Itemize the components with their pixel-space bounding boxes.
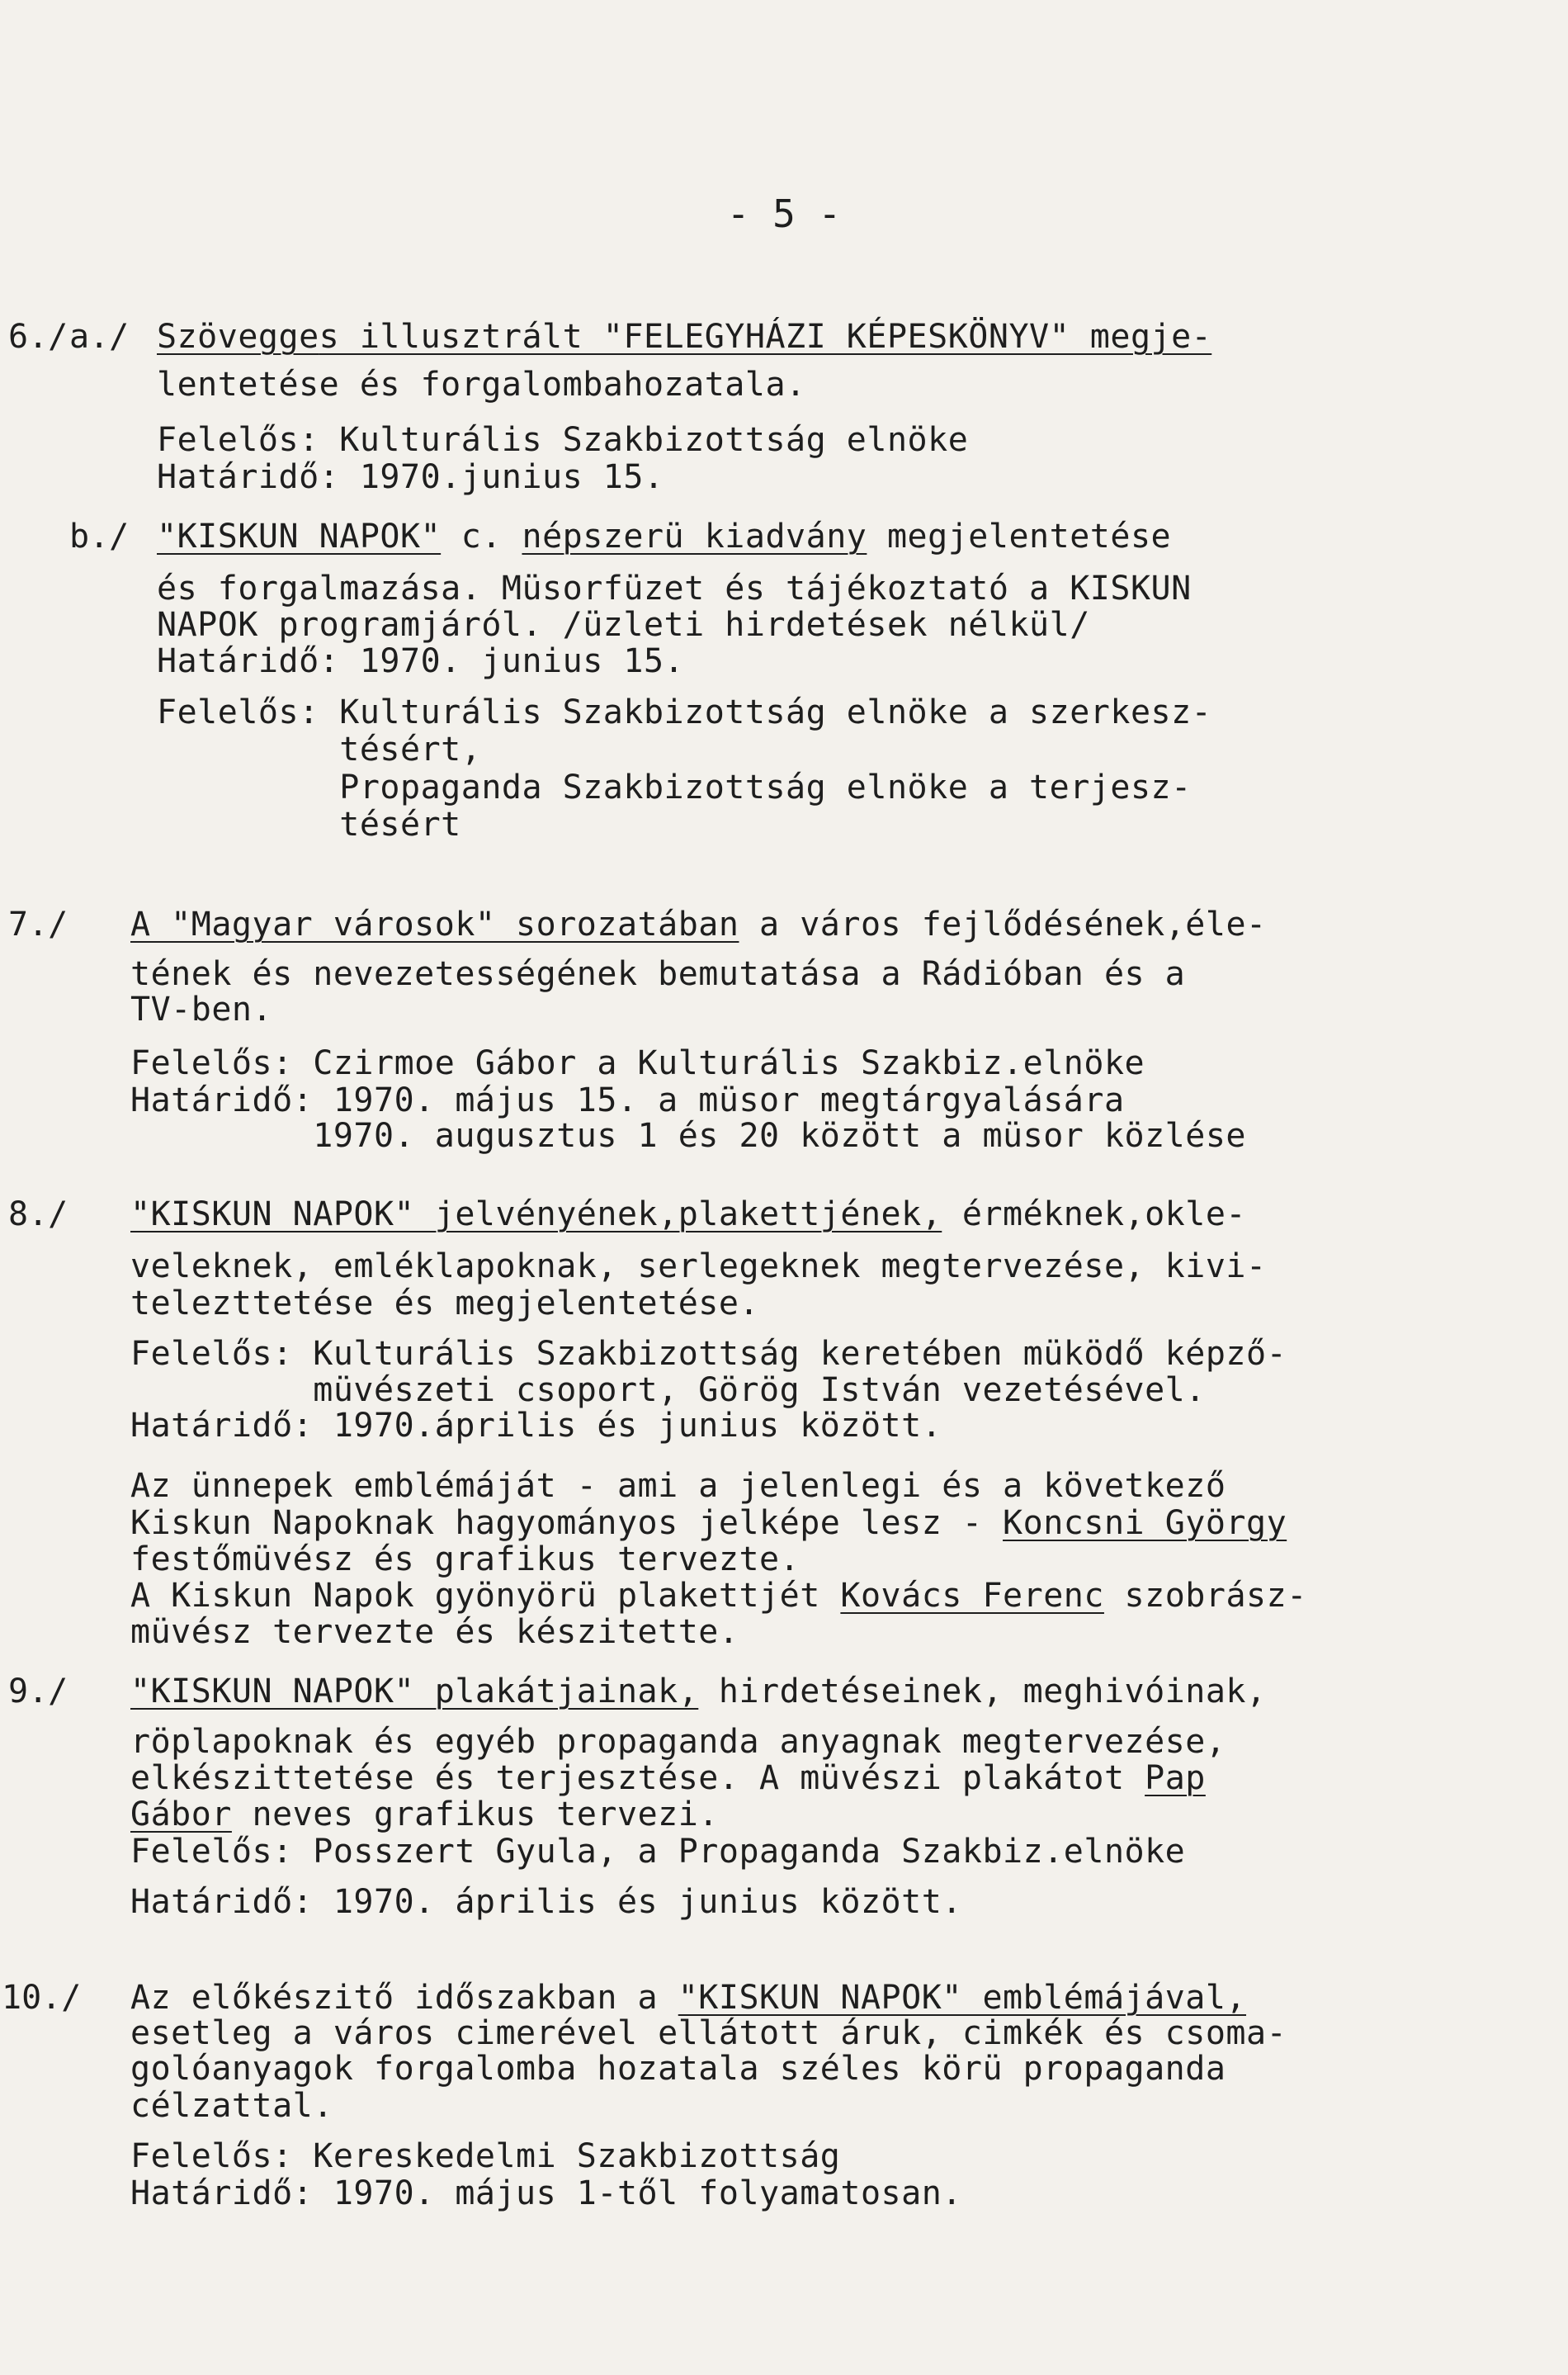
text-span: Kiskun Napoknak hagyományos jelképe lesz - <box>130 1504 1004 1542</box>
text-line <box>157 318 1211 356</box>
text-span: TV-ben. <box>130 991 273 1029</box>
text-span: A Kiskun Napok gyönyörü plakettjét <box>130 1577 841 1615</box>
underlined-text: Kovács Ferenc <box>840 1577 1104 1615</box>
text-span: Felelős: Czirmoe Gábor a Kulturális Szakbiz.elnöke <box>130 1044 1145 1082</box>
sub-item-label: b./ <box>69 518 130 556</box>
text-line <box>130 1195 1246 1233</box>
text-span: Propaganda Szakbizottság elnöke a terjesz- <box>157 769 1192 807</box>
text-span: elkészittetése és terjesztése. A müvészi plakátot <box>130 1759 1145 1797</box>
text-line <box>157 570 1192 608</box>
text-line <box>130 2087 333 2125</box>
text-line <box>157 366 806 404</box>
item-number: 6./ <box>8 318 68 356</box>
text-span: Határidő: 1970. május 1-től folyamatosan. <box>130 2174 962 2212</box>
text-line <box>130 1284 759 1322</box>
text-span: szobrász- <box>1103 1577 1307 1615</box>
text-span: Határidő: 1970. junius 15. <box>157 642 685 680</box>
underlined-text: "KISKUN NAPOK" plakátjainak, <box>130 1672 699 1710</box>
sub-item-label: a./ <box>69 318 130 356</box>
text-span: müvészeti csoport, Görög István vezetésével. <box>130 1371 1206 1409</box>
underlined-text: Pap <box>1145 1759 1206 1797</box>
text-line <box>130 991 272 1029</box>
text-span: esetleg a város cimerével ellátott áruk, cimkék és csoma- <box>130 2014 1287 2052</box>
text-line <box>130 2137 840 2175</box>
text-line <box>157 421 968 459</box>
text-line <box>130 1833 1185 1871</box>
text-span: Felelős: Kulturális Szakbizottság keretében müködő képző- <box>130 1335 1287 1373</box>
page-number: - 5 - <box>726 192 842 236</box>
underlined-text: "KISKUN NAPOK" jelvényének,plakettjének, <box>130 1195 942 1233</box>
text-span: célzattal. <box>130 2087 333 2125</box>
text-span: Felelős: Posszert Gyula, a Propaganda Szakbiz.elnöke <box>130 1833 1186 1871</box>
text-span: Határidő: 1970. május 15. a müsor megtárgyalására <box>130 1081 1125 1119</box>
item-number: 9./ <box>8 1672 68 1710</box>
underlined-text: népszerü kiadvány <box>522 518 867 556</box>
underlined-text: Koncsni György <box>1003 1504 1287 1542</box>
text-line <box>130 2014 1287 2052</box>
text-line <box>130 1672 1267 1710</box>
text-span: neves grafikus tervezi. <box>231 1795 719 1833</box>
text-span: c. <box>441 518 522 556</box>
text-span: Felelős: Kulturális Szakbizottság elnöke <box>157 421 969 459</box>
item-number: 8./ <box>8 1195 68 1233</box>
text-line <box>130 1335 1287 1373</box>
text-line <box>157 642 684 680</box>
underlined-text: Szövegge <box>157 318 319 356</box>
text-span: golóanyagok forgalomba hozatala széles körü propaganda <box>130 2050 1226 2088</box>
text-span: Határidő: 1970. április és junius között. <box>130 1883 962 1921</box>
text-line <box>130 955 1185 993</box>
text-span: lentetése és forgalombahozatala. <box>157 366 806 404</box>
text-span: a város fejlődésének,éle- <box>739 906 1267 944</box>
text-line <box>130 1723 1226 1761</box>
text-line <box>130 1540 800 1578</box>
item-number: 10./ <box>2 1979 82 2017</box>
text-line <box>157 458 664 496</box>
text-line <box>157 693 1211 731</box>
text-span: Az ünnepek emblémáját - ami a jelenlegi és a következő <box>130 1467 1226 1505</box>
text-span: telezttetése és megjelentetése. <box>130 1284 760 1322</box>
text-span: Felelős: Kereskedelmi Szakbizottság <box>130 2137 841 2175</box>
text-span: Határidő: 1970.április és junius között. <box>130 1407 942 1445</box>
text-span: tésért <box>157 806 461 844</box>
text-line <box>157 806 461 844</box>
text-span: müvész tervezte és készitette. <box>130 1613 739 1651</box>
text-line <box>130 1467 1226 1505</box>
text-line <box>130 1247 1267 1285</box>
text-line <box>157 731 481 769</box>
text-span: Az előkészitő időszakban a <box>130 1979 678 2017</box>
item-number: 7./ <box>8 906 68 944</box>
text-line <box>130 1371 1206 1409</box>
text-span: röplapoknak és egyéb propaganda anyagnak megtervezése, <box>130 1723 1226 1761</box>
text-line <box>130 1979 1246 2017</box>
text-line <box>130 1044 1145 1082</box>
text-line <box>130 1883 962 1921</box>
text-line <box>130 1795 719 1833</box>
text-span: érméknek,okle- <box>942 1195 1247 1233</box>
text-span: Felelős: Kulturális Szakbizottság elnöke a szerkesz- <box>157 693 1212 731</box>
text-span: NAPOK programjáról. /üzleti hirdetések nélkül/ <box>157 606 1090 644</box>
text-line <box>157 769 1192 807</box>
underlined-text: s illusztrált "FELEGYHÁZI KÉPESKÖNYV" megje- <box>319 318 1212 356</box>
text-line <box>130 1613 739 1651</box>
text-span: festőmüvész és grafikus tervezte. <box>130 1540 801 1578</box>
text-span: veleknek, emléklapoknak, serlegeknek megtervezése, kivi- <box>130 1247 1267 1285</box>
underlined-text: "KISKUN NAPOK" emblémájával, <box>678 1979 1247 2017</box>
text-line <box>157 606 1090 644</box>
text-line <box>130 2050 1226 2088</box>
text-line <box>130 1081 1125 1119</box>
text-span: tésért, <box>157 731 482 769</box>
underlined-text: A "Magyar városok" sorozatában <box>130 906 739 944</box>
text-line <box>130 2174 962 2212</box>
text-span: hirdetéseinek, meghivóinak, <box>698 1672 1267 1710</box>
text-span: tének és nevezetességének bemutatása a Rádióban és a <box>130 955 1186 993</box>
text-line <box>157 518 1171 556</box>
text-line <box>130 1407 942 1445</box>
text-line <box>130 1504 1287 1542</box>
underlined-text: "KISKUN NAPOK" <box>157 518 442 556</box>
underlined-text: Gábor <box>130 1795 232 1833</box>
text-line <box>130 1759 1206 1797</box>
text-span: 1970. augusztus 1 és 20 között a müsor közlése <box>130 1117 1247 1155</box>
text-span: és forgalmazása. Müsorfüzet és tájékoztató a KISKUN <box>157 570 1192 608</box>
text-line <box>130 1577 1307 1615</box>
text-span: Határidő: 1970.junius 15. <box>157 458 664 496</box>
text-line <box>130 1117 1246 1155</box>
text-span: megjelentetése <box>867 518 1172 556</box>
text-line <box>130 906 1267 944</box>
